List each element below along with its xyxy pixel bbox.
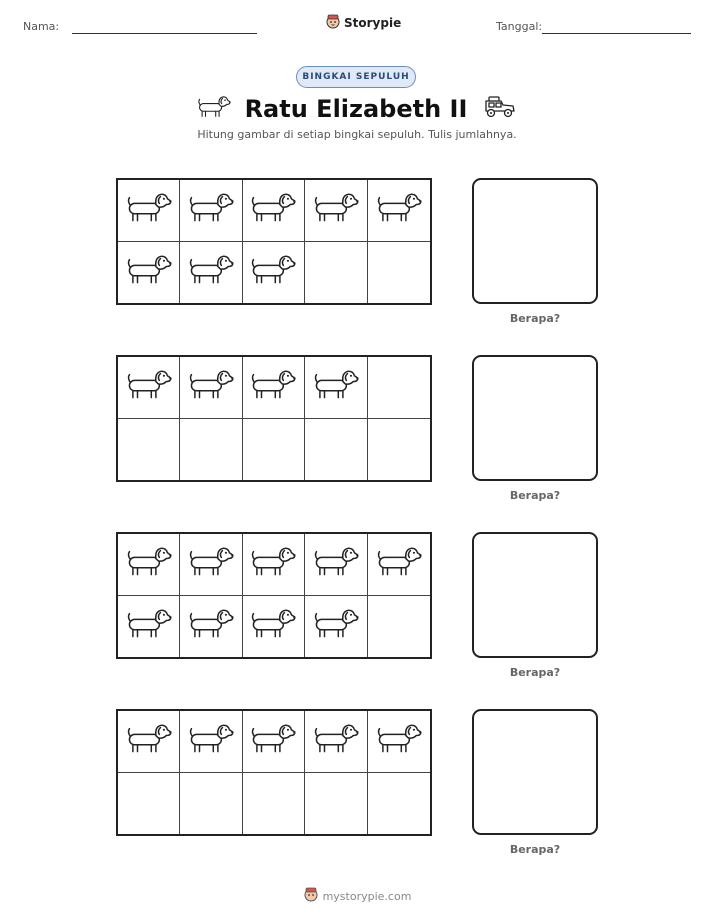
ten-frame-cell bbox=[368, 419, 430, 481]
ten-frame-cell bbox=[180, 357, 242, 419]
ten-frame-cell bbox=[118, 357, 180, 419]
ten-frame-cell bbox=[118, 773, 180, 835]
dachshund-dog-icon bbox=[197, 94, 231, 124]
ten-frame-cell bbox=[180, 180, 242, 242]
ten-frame-cell bbox=[180, 773, 242, 835]
ten-frame-cell bbox=[368, 711, 430, 773]
dachshund-dog-icon bbox=[376, 190, 422, 230]
category-badge: BINGKAI SEPULUH bbox=[296, 66, 416, 88]
dachshund-dog-icon bbox=[250, 721, 296, 761]
ten-frame-cell bbox=[368, 596, 430, 658]
title-row bbox=[0, 92, 714, 126]
dachshund-dog-icon bbox=[313, 367, 359, 407]
ten-frame-cell bbox=[180, 596, 242, 658]
dachshund-dog-icon bbox=[250, 367, 296, 407]
ten-frame-cell bbox=[243, 596, 305, 658]
dachshund-dog-icon bbox=[188, 252, 234, 292]
dachshund-dog-icon bbox=[376, 721, 422, 761]
ten-frame-cell bbox=[305, 711, 367, 773]
dachshund-dog-icon bbox=[126, 544, 172, 584]
ten-frame-cell bbox=[180, 534, 242, 596]
dachshund-dog-icon bbox=[188, 606, 234, 646]
ten-frame-cell bbox=[305, 773, 367, 835]
dachshund-dog-icon bbox=[188, 190, 234, 230]
ten-frame-cell bbox=[368, 534, 430, 596]
dachshund-dog-icon bbox=[250, 252, 296, 292]
ten-frame-cell bbox=[368, 357, 430, 419]
ten-frame bbox=[116, 355, 432, 482]
ten-frame-cell bbox=[180, 419, 242, 481]
how-many-label: Berapa? bbox=[509, 843, 561, 856]
ten-frame-cell bbox=[305, 596, 367, 658]
name-line[interactable] bbox=[72, 33, 257, 34]
ten-frame-cell bbox=[118, 711, 180, 773]
ten-frame-cell bbox=[243, 711, 305, 773]
ten-frame-cell bbox=[305, 180, 367, 242]
ten-frame bbox=[116, 709, 432, 836]
dachshund-dog-icon bbox=[313, 606, 359, 646]
ten-frame-cell bbox=[118, 419, 180, 481]
dachshund-dog-icon bbox=[126, 190, 172, 230]
dachshund-dog-icon bbox=[250, 190, 296, 230]
ten-frame-cell bbox=[118, 596, 180, 658]
answer-box[interactable] bbox=[472, 355, 598, 481]
brand-name: Storypie bbox=[344, 16, 402, 30]
brand-logo bbox=[325, 13, 401, 33]
storypie-mascot-icon bbox=[303, 886, 319, 906]
ten-frame-cell bbox=[305, 534, 367, 596]
dachshund-dog-icon bbox=[126, 252, 172, 292]
ten-frame-cell bbox=[243, 242, 305, 304]
ten-frame bbox=[116, 532, 432, 659]
instructions: Hitung gambar di setiap bingkai sepuluh. Tulis jumlahnya. bbox=[197, 128, 517, 141]
ten-frame-cell bbox=[368, 180, 430, 242]
ten-frame-cell bbox=[243, 419, 305, 481]
dachshund-dog-icon bbox=[313, 544, 359, 584]
answer-box[interactable] bbox=[472, 532, 598, 658]
dachshund-dog-icon bbox=[188, 367, 234, 407]
dachshund-dog-icon bbox=[376, 544, 422, 584]
dachshund-dog-icon bbox=[313, 190, 359, 230]
ten-frame-cell bbox=[368, 242, 430, 304]
ten-frame-cell bbox=[305, 419, 367, 481]
ten-frame-cell bbox=[180, 242, 242, 304]
ten-frame-cell bbox=[305, 242, 367, 304]
page-title: Ratu Elizabeth II bbox=[244, 95, 468, 123]
how-many-label: Berapa? bbox=[509, 666, 561, 679]
footer-url[interactable]: mystorypie.com bbox=[322, 889, 412, 903]
ten-frame-cell bbox=[180, 711, 242, 773]
name-label: Nama: bbox=[23, 20, 60, 33]
dachshund-dog-icon bbox=[250, 544, 296, 584]
footer bbox=[0, 886, 714, 906]
dachshund-dog-icon bbox=[313, 721, 359, 761]
vintage-car-icon bbox=[481, 94, 517, 124]
storypie-mascot-icon bbox=[325, 13, 341, 33]
how-many-label: Berapa? bbox=[509, 312, 561, 325]
how-many-label: Berapa? bbox=[509, 489, 561, 502]
ten-frame bbox=[116, 178, 432, 305]
ten-frame-cell bbox=[118, 180, 180, 242]
dachshund-dog-icon bbox=[188, 721, 234, 761]
dachshund-dog-icon bbox=[188, 544, 234, 584]
date-line[interactable] bbox=[542, 33, 691, 34]
ten-frame-cell bbox=[118, 242, 180, 304]
ten-frame-cell bbox=[368, 773, 430, 835]
dachshund-dog-icon bbox=[126, 721, 172, 761]
date-label: Tanggal: bbox=[496, 20, 543, 33]
ten-frame-cell bbox=[243, 357, 305, 419]
answer-box[interactable] bbox=[472, 178, 598, 304]
ten-frame-cell bbox=[243, 534, 305, 596]
dachshund-dog-icon bbox=[126, 606, 172, 646]
dachshund-dog-icon bbox=[250, 606, 296, 646]
ten-frame-cell bbox=[243, 773, 305, 835]
dachshund-dog-icon bbox=[126, 367, 172, 407]
ten-frame-cell bbox=[118, 534, 180, 596]
answer-box[interactable] bbox=[472, 709, 598, 835]
ten-frame-cell bbox=[305, 357, 367, 419]
ten-frame-cell bbox=[243, 180, 305, 242]
